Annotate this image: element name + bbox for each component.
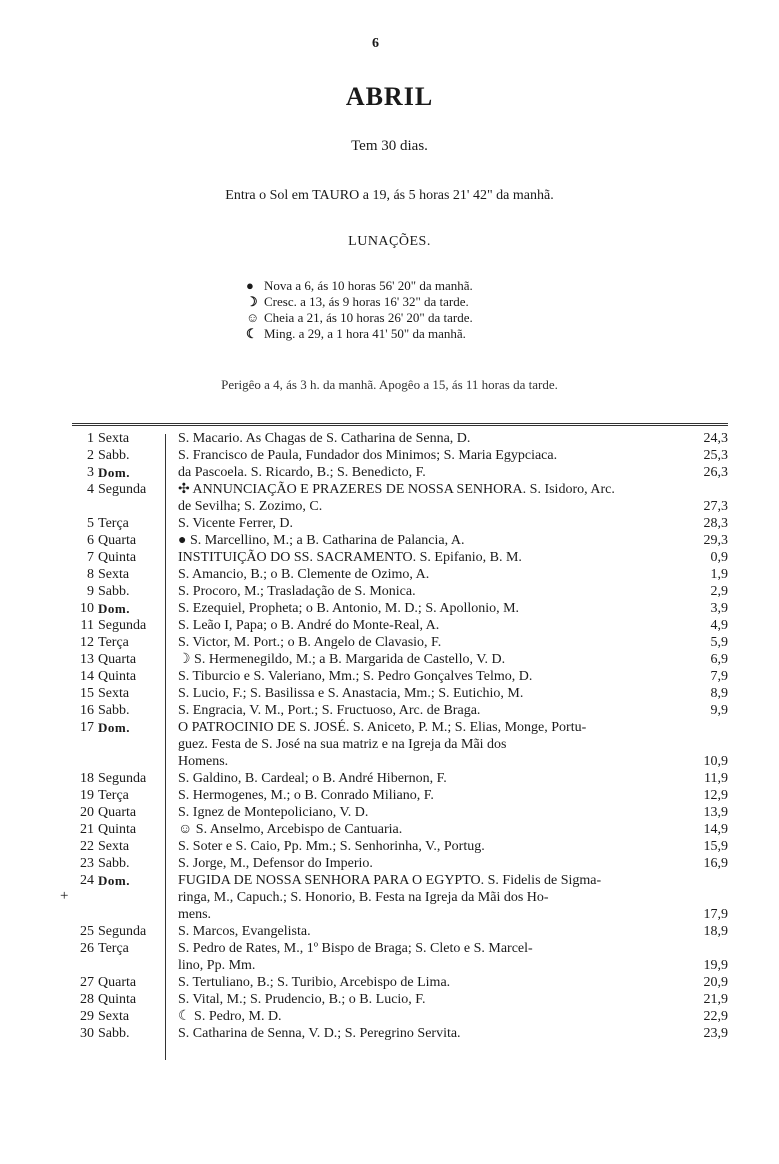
weekday: Quinta: [98, 992, 137, 1007]
calendar-row: [62, 634, 728, 651]
saints-text: S. Galdino, B. Cardeal; o B. André Hibernon, F.: [178, 771, 447, 786]
day-number: 2: [87, 448, 94, 463]
calendar-row: [62, 1025, 728, 1042]
moon-age: 19,9: [703, 958, 728, 973]
calendar-row: [62, 804, 728, 821]
calendar-row: [62, 430, 728, 447]
calendar-row: [62, 1008, 728, 1025]
moon-age: 3,9: [710, 601, 728, 616]
day-number: 8: [87, 567, 94, 582]
weekday: Dom.: [98, 720, 130, 735]
calendar-row: [62, 600, 728, 617]
perigee-apogee-line: Perigêo a 4, ás 3 h. da manhã. Apogêo a 15, ás 11 horas da tarde.: [221, 377, 558, 392]
saints-text: INSTITUIÇÃO DO SS. SACRAMENTO. S. Epifanio, B. M.: [178, 550, 522, 565]
calendar-row: [62, 940, 728, 974]
phase-text: Ming. a 29, a 1 hora 41' 50" da manhã.: [264, 326, 466, 341]
weekday: Terça: [98, 941, 129, 956]
moon-phases: [246, 278, 473, 342]
moon-age: 1,9: [710, 567, 728, 582]
weekday: Dom.: [98, 465, 130, 480]
saints-text: S. Hermogenes, M.; o B. Conrado Miliano, F.: [178, 788, 434, 803]
calendar-row: [62, 617, 728, 634]
weekday: Sexta: [98, 567, 130, 582]
saints-text: S. Macario. As Chagas de S. Catharina de Senna, D.: [178, 431, 471, 446]
moon-age: 20,9: [703, 975, 728, 990]
saints-text: S. Engracia, V. M., Port.; S. Fructuoso, Arc. de Braga.: [178, 703, 481, 718]
saints-text: S. Procoro, M.; Trasladação de S. Monica.: [178, 584, 416, 599]
calendar-row: [62, 719, 728, 770]
weekday: Quarta: [98, 805, 137, 820]
phase-text: Nova a 6, ás 10 horas 56' 20" da manhã.: [264, 278, 473, 293]
day-number: 30: [80, 1026, 94, 1041]
saints-text: ● S. Marcellino, M.; a B. Catharina de Palancia, A.: [178, 533, 465, 548]
calendar-row: [62, 991, 728, 1008]
calendar-row: [62, 770, 728, 787]
saints-text: S. Leão I, Papa; o B. André do Monte-Real, A.: [178, 618, 440, 633]
weekday: Terça: [98, 788, 129, 803]
day-number: 7: [87, 550, 94, 565]
waxing-moon-icon: ☽: [246, 294, 258, 309]
saints-text: S. Vicente Ferrer, D.: [178, 516, 293, 531]
day-number: 6: [87, 533, 94, 548]
moon-age: 6,9: [710, 652, 728, 667]
saints-text: S. Soter e S. Caio, Pp. Mm.; S. Senhorinha, V., Portug.: [178, 839, 485, 854]
calendar-row: [62, 447, 728, 464]
calendar-row: [62, 464, 728, 481]
phase-text: Cheia a 21, ás 10 horas 26' 20" da tarde.: [264, 310, 473, 325]
calendar-row: [62, 481, 728, 515]
weekday: Dom.: [98, 873, 130, 888]
calendar-row: [62, 651, 728, 668]
weekday: Sabb.: [98, 1026, 130, 1041]
day-number: 17: [80, 720, 94, 735]
moon-age: 4,9: [710, 618, 728, 633]
calendar-row: [62, 668, 728, 685]
weekday: Segunda: [98, 618, 147, 633]
saints-text: ☺ S. Anselmo, Arcebispo de Cantuaria.: [178, 822, 403, 837]
weekday: Quinta: [98, 669, 137, 684]
weekday: Quarta: [98, 533, 137, 548]
weekday: Quinta: [98, 822, 137, 837]
sun-entry-line: Entra o Sol em TAURO a 19, ás 5 horas 21' 42" da manhã.: [225, 188, 554, 203]
moon-age: 14,9: [703, 822, 728, 837]
moon-age: 22,9: [703, 1009, 728, 1024]
saints-text: S. Catharina de Senna, V. D.; S. Peregrino Servita.: [178, 1026, 461, 1041]
calendar-row: [62, 787, 728, 804]
saints-text: S. Jorge, M., Defensor do Imperio.: [178, 856, 373, 871]
margin-mark: +: [60, 888, 69, 904]
moon-age: 12,9: [703, 788, 728, 803]
saints-text: FUGIDA DE NOSSA SENHORA PARA O EGYPTO. S. Fidelis de Sigma- ringa, M., Capuch.; S. Honorio, B. Festa na Igreja da Mãi dos Ho- mens.: [178, 873, 602, 922]
weekday: Sabb.: [98, 703, 130, 718]
weekday: Dom.: [98, 601, 130, 616]
saints-text: O PATROCINIO DE S. JOSÉ. S. Aniceto, P. M.; S. Elias, Monge, Portu- guez. Festa de S. José na sua matriz e na Igreja da Mãi dos Homens.: [178, 720, 587, 769]
weekday: Quarta: [98, 652, 137, 667]
calendar-row: [62, 532, 728, 549]
saints-text: S. Ezequiel, Propheta; o B. Antonio, M. D.; S. Apollonio, M.: [178, 601, 520, 616]
moon-age: 10,9: [703, 754, 728, 769]
calendar-row: [62, 583, 728, 600]
day-number: 13: [80, 652, 94, 667]
calendar-row: [62, 685, 728, 702]
moon-age: 15,9: [703, 839, 728, 854]
saints-text: S. Marcos, Evangelista.: [178, 924, 311, 939]
moon-phase-waning: [246, 326, 473, 342]
weekday: Sabb.: [98, 856, 130, 871]
moon-age: 25,3: [703, 448, 728, 463]
day-number: 21: [80, 822, 94, 837]
moon-phase-new: [246, 278, 473, 294]
moon-age: 11,9: [704, 771, 728, 786]
month-title: ABRIL: [345, 82, 434, 111]
saints-text: S. Francisco de Paula, Fundador dos Minimos; S. Maria Egypciaca.: [178, 448, 558, 463]
weekday: Terça: [98, 516, 129, 531]
moon-age: 18,9: [703, 924, 728, 939]
day-number: 22: [80, 839, 94, 854]
weekday: Segunda: [98, 482, 147, 497]
weekday: Sabb.: [98, 448, 130, 463]
waning-moon-icon: ☾: [246, 326, 258, 341]
calendar-row: [62, 923, 728, 940]
moon-age: 0,9: [710, 550, 728, 565]
moon-phase-full: [246, 310, 473, 326]
moon-age: 7,9: [710, 669, 728, 684]
weekday: Segunda: [98, 924, 147, 939]
day-number: 3: [87, 465, 94, 480]
moon-age: 9,9: [710, 703, 728, 718]
weekday: Quinta: [98, 550, 137, 565]
weekday: Quarta: [98, 975, 137, 990]
day-number: 4: [87, 482, 94, 497]
phase-text: Cresc. a 13, ás 9 horas 16' 32" da tarde.: [264, 294, 469, 309]
moon-age: 23,9: [703, 1026, 728, 1041]
saints-text: ☽ S. Hermenegildo, M.; a B. Margarida de Castello, V. D.: [178, 652, 506, 667]
day-number: 19: [80, 788, 94, 803]
weekday: Sabb.: [98, 584, 130, 599]
moon-age: 17,9: [703, 907, 728, 922]
moon-age: 28,3: [703, 516, 728, 531]
day-number: 11: [80, 618, 94, 633]
day-number: 26: [80, 941, 94, 956]
weekday: Sexta: [98, 686, 130, 701]
calendar-row: [62, 872, 728, 923]
new-moon-icon: ●: [246, 278, 254, 293]
saints-text: S. Pedro de Rates, M., 1º Bispo de Braga; S. Cleto e S. Marcel- lino, Pp. Mm.: [178, 941, 533, 973]
day-number: 9: [87, 584, 94, 599]
day-number: 10: [80, 601, 94, 616]
day-number: 16: [80, 703, 94, 718]
weekday: Sexta: [98, 839, 130, 854]
moon-age: 8,9: [710, 686, 728, 701]
calendar-row: [62, 566, 728, 583]
moon-age: 2,9: [710, 584, 728, 599]
page-number: 6: [372, 36, 379, 51]
day-number: 14: [80, 669, 94, 684]
moon-age: 27,3: [703, 499, 728, 514]
calendar-row: [62, 821, 728, 838]
day-number: 29: [80, 1009, 94, 1024]
calendar-table: [62, 430, 728, 1042]
moon-age: 21,9: [703, 992, 728, 1007]
calendar-row: [62, 838, 728, 855]
moon-age: 26,3: [703, 465, 728, 480]
day-number: 27: [80, 975, 94, 990]
calendar-row: [62, 855, 728, 872]
calendar-row: [62, 549, 728, 566]
saints-text: S. Tertuliano, B.; S. Turibio, Arcebispo de Lima.: [178, 975, 451, 990]
day-number: 12: [80, 635, 94, 650]
saints-text: ✣ ANNUNCIAÇÃO E PRAZERES DE NOSSA SENHORA. S. Isidoro, Arc. de Sevilha; S. Zozimo, C.: [178, 482, 615, 514]
full-moon-icon: ☺: [246, 310, 260, 325]
calendar-row: [62, 702, 728, 719]
saints-text: S. Amancio, B.; o B. Clemente de Ozimo, A.: [178, 567, 430, 582]
saints-text: S. Lucio, F.; S. Basilissa e S. Anastacia, Mm.; S. Eutichio, M.: [178, 686, 524, 701]
saints-text: da Pascoela. S. Ricardo, B.; S. Benedicto, F.: [178, 465, 426, 480]
saints-text: S. Vital, M.; S. Prudencio, B.; o B. Lucio, F.: [178, 992, 426, 1007]
moon-age: 5,9: [710, 635, 728, 650]
table-top-rule: [72, 423, 728, 426]
day-number: 18: [80, 771, 94, 786]
day-number: 5: [87, 516, 94, 531]
weekday: Sexta: [98, 431, 130, 446]
moon-age: 16,9: [703, 856, 728, 871]
moon-phase-waxing: [246, 294, 473, 310]
day-number: 20: [80, 805, 94, 820]
saints-text: S. Victor, M. Port.; o B. Angelo de Clavasio, F.: [178, 635, 442, 650]
days-count: Tem 30 dias.: [351, 138, 428, 154]
calendar-row: [62, 974, 728, 991]
saints-text: ☾ S. Pedro, M. D.: [178, 1009, 282, 1024]
weekday: Segunda: [98, 771, 147, 786]
day-number: 25: [80, 924, 94, 939]
day-number: 23: [80, 856, 94, 871]
lunations-heading: LUNAÇÕES.: [348, 234, 431, 249]
moon-age: 24,3: [703, 431, 728, 446]
weekday: Terça: [98, 635, 129, 650]
day-number: 15: [80, 686, 94, 701]
day-number: 1: [87, 431, 94, 446]
weekday: Sexta: [98, 1009, 130, 1024]
calendar-row: [62, 515, 728, 532]
saints-text: S. Ignez de Montepoliciano, V. D.: [178, 805, 369, 820]
moon-age: 29,3: [703, 533, 728, 548]
saints-text: S. Tiburcio e S. Valeriano, Mm.; S. Pedro Gonçalves Telmo, D.: [178, 669, 533, 684]
day-number: 28: [80, 992, 94, 1007]
moon-age: 13,9: [703, 805, 728, 820]
day-number: 24: [80, 873, 94, 888]
